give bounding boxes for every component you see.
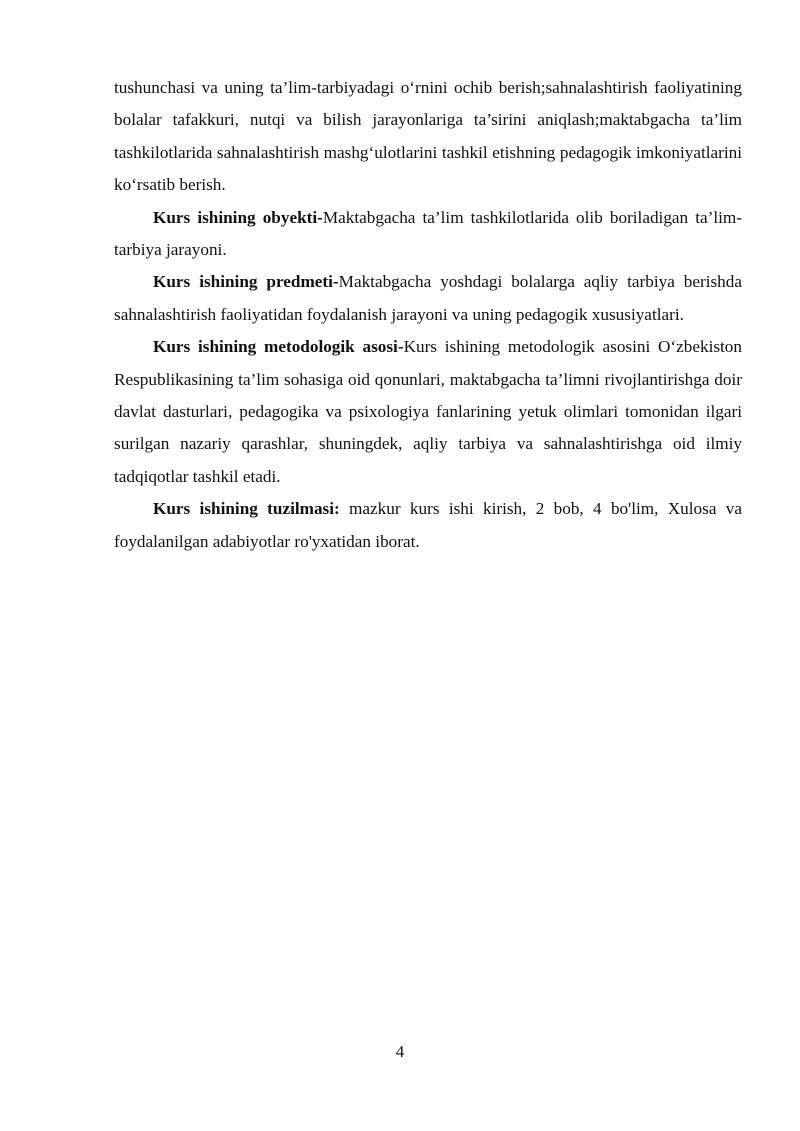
paragraph-obyekt	[114, 202, 742, 267]
paragraph-text: Kurs ishining metodologik asosini O‘zbekiston Respublikasining ta’lim sohasiga oid qonunlari, maktabgacha ta’limni rivojlantirishga doir davlat dasturlari, pedagogika va psixologiya fanlarining yetuk olimlari tomonidan ilgari surilgan nazariy qarashlar, shuningdek, aqliy tarbiya va sahnalashtirishga oid ilmiy tadqiqotlar tashkil etadi.	[114, 337, 742, 486]
paragraph-tuzilma	[114, 493, 742, 558]
paragraph-text: mazkur kurs ishi kirish, 2 bob, 4 bo'lim, Xulosa va foydalanilgan adabiyotlar ro'yxatidan iborat.	[114, 499, 742, 551]
paragraph-lead: Kurs ishining obyekti-	[153, 207, 323, 227]
paragraph-metodologik	[114, 331, 742, 493]
paragraph-text: tushunchasi va uning ta’lim-tarbiyadagi o‘rnini ochib berish;sahnalashtirish faoliyatining bolalar tafakkuri, nutqi va bilish jarayonlariga ta’sirini aniqlash;maktabgacha ta’lim tashkilotlarida sahnalashtirish mashg‘ulotlarini tashkil etishning pedagogik imkoniyatlarini ko‘rsatib berish.	[114, 78, 742, 195]
paragraph-lead: Kurs ishining predmeti-	[153, 272, 339, 292]
paragraph-predmet	[114, 266, 742, 331]
page-number: 4	[395, 1042, 405, 1061]
paragraph-text: Maktabgacha yoshdagi bolalarga aqliy tarbiya berishda sahnalashtirish faoliyatidan foydalanish jarayoni va uning pedagogik xususiyatlari.	[114, 272, 742, 324]
paragraph-lead: Kurs ishining tuzilmasi:	[153, 499, 340, 519]
paragraph-text: Maktabgacha ta’lim tashkilotlarida olib boriladigan ta’lim-tarbiya jarayoni.	[114, 207, 743, 260]
body-text	[114, 72, 742, 558]
paragraph-lead: Kurs ishining metodologik asosi-	[153, 337, 404, 357]
paragraph-continuation	[114, 72, 742, 202]
